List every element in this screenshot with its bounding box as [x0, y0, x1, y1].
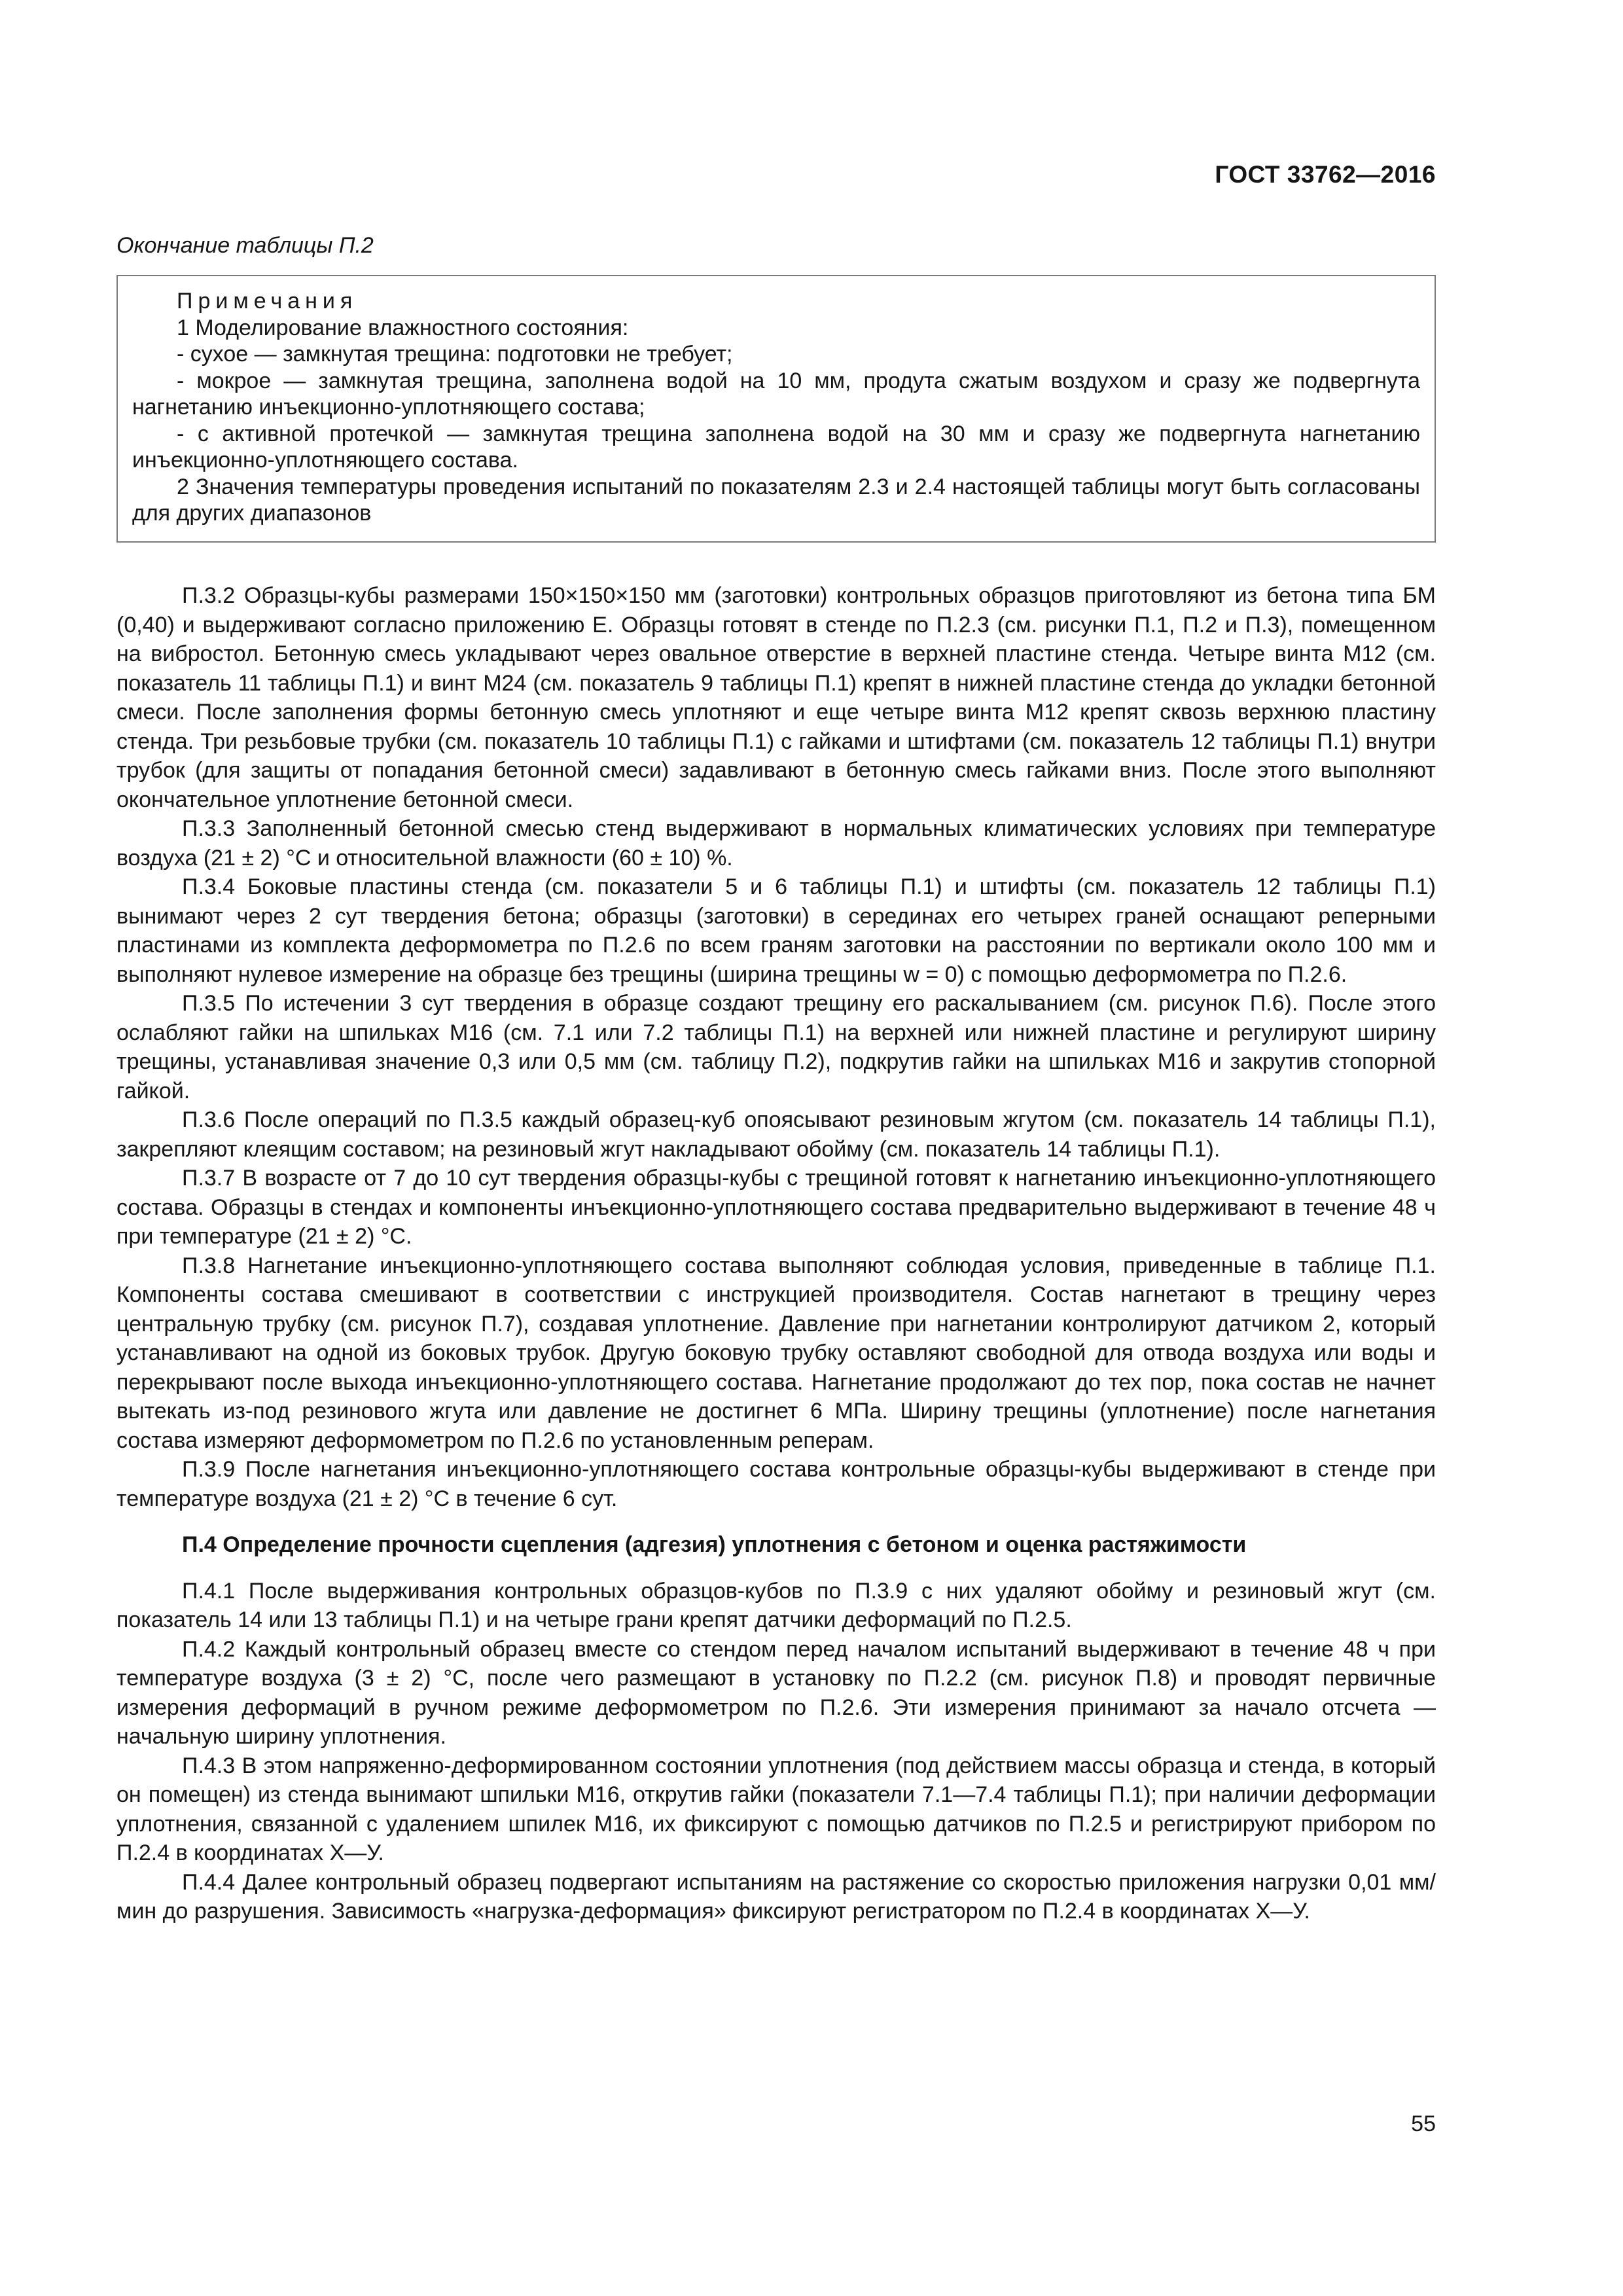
- notes-title: Примечания: [177, 289, 358, 314]
- table-continuation-caption: Окончание таблицы П.2: [116, 233, 374, 258]
- note-item: - мокрое — замкнутая трещина, заполнена водой на 10 мм, продута сжатым воздухом и сразу же подвергнута нагнетанию инъекционно-уплотняющего состава;: [132, 368, 1420, 420]
- paragraph-p3-6: П.3.6 После операций по П.3.5 каждый образец-куб опоясывают резиновым жгутом (см. показатель 14 таблицы П.1), закрепляют клеящим составом; на резиновый жгут накладывают обойму (см. показатель 14 таблицы П.1).: [116, 1107, 1436, 1162]
- paragraph-p3-5: П.3.5 По истечении 3 сут твердения в образце создают трещину его раскалыванием (см. рисунок П.6). После этого ослабляют гайки на шпильках М16 (см. 7.1 или 7.2 таблицы П.1) на верхней или нижней пластине и регулируют ширину трещины, устанавливая значение 0,3 или 0,5 мм (см. таблицу П.2), подкрутив гайки на шпильках М16 и закрутив стопорной гайкой.: [116, 991, 1436, 1103]
- paragraph-p3-8: П.3.8 Нагнетание инъекционно-уплотняющего состава выполняют соблюдая условия, приведенные в таблице П.1. Компоненты состава смешивают в соответствии с инструкцией производителя. Состав нагнетают в трещину через центральную трубку (см. рисунок П.7), создавая уплотнение. Давление при нагнетании контролируют датчиком 2, который устанавливают на одной из боковых трубок. Другую боковую трубку оставляют свободной для отвода воздуха или воды и перекрывают после выхода инъекционно-уплотняющего состава. Нагнетание продолжают до тех пор, пока состав не начнет вытекать из-под резинового жгута или давление не достигнет 6 МПа. Ширину трещины (уплотнение) после нагнетания состава измеряют деформометром по П.2.6 по установленным реперам.: [116, 1253, 1436, 1453]
- paragraph-p4-1: П.4.1 После выдерживания контрольных образцов-кубов по П.3.9 с них удаляют обойму и резиновый жгут (см. показатель 14 или 13 таблицы П.1) и на четыре грани крепят датчики деформаций по П.2.5.: [116, 1578, 1436, 1632]
- paragraph-p3-2: П.3.2 Образцы-кубы размерами 150×150×150 мм (заготовки) контрольных образцов приготовляют из бетона типа БМ (0,40) и выдерживают согласно приложению Е. Образцы готовят в стенде по П.2.3 (см. рисунки П.1, П.2 и П.3), помещенном на вибростол. Бетонную смесь укладывают через овальное отверстие в верхней пластине стенда. Четыре винта М12 (см. показатель 11 таблицы П.1) и винт М24 (см. показатель 9 таблицы П.1) крепят в нижней пластине стенда до укладки бетонной смеси. После заполнения формы бетонную смесь уплотняют и еще четыре винта М12 крепят сквозь верхнюю пластину стенда. Три резьбовые трубки (см. показатель 10 таблицы П.1) с гайками и штифтами (см. показатель 12 таблицы П.1) внутри трубок (для защиты от попадания бетонной смеси) задавливают в бетонную смесь гайками вниз. После этого выполняют окончательное уплотнение бетонной смеси.: [116, 583, 1436, 812]
- page-number: 55: [1411, 2111, 1436, 2136]
- paragraph-p3-7: П.3.7 В возрасте от 7 до 10 сут твердения образцы-кубы с трещиной готовят к нагнетанию инъекционно-уплотняющего состава. Образцы в стендах и компоненты инъекционно-уплотняющего состава предварительно выдерживают в течение 48 ч при температуре (21 ± 2) °С.: [116, 1166, 1436, 1249]
- paragraph-p3-4: П.3.4 Боковые пластины стенда (см. показатели 5 и 6 таблицы П.1) и штифты (см. показатель 12 таблицы П.1) вынимают через 2 сут твердения бетона; образцы (заготовки) в серединах его четырех граней оснащают реперными пластинами из комплекта деформометра по П.2.6 по всем граням заготовки на расстоянии по вертикали около 100 мм и выполняют нулевое измерение на образце без трещины (ширина трещины w = 0) с помощью деформометра по П.2.6.: [116, 874, 1436, 987]
- note-item: - сухое — замкнутая трещина: подготовки не требует;: [177, 342, 733, 367]
- paragraph-p3-9: П.3.9 После нагнетания инъекционно-уплотняющего состава контрольные образцы-кубы выдерживают в стенде при температуре воздуха (21 ± 2) °С в течение 6 сут.: [116, 1457, 1436, 1511]
- note-item: 2 Значения температуры проведения испытаний по показателям 2.3 и 2.4 настоящей таблицы могут быть согласованы для других диапазонов: [132, 474, 1420, 526]
- note-item: 1 Моделирование влажностного состояния:: [177, 315, 629, 340]
- document-page: [116, 0, 1436, 2296]
- section-heading-p4: П.4 Определение прочности сцепления (адгезия) уплотнения с бетоном и оценка растяжимости: [182, 1532, 1247, 1557]
- body-text: [116, 581, 1436, 1926]
- paragraph-p4-4: П.4.4 Далее контрольный образец подвергают испытаниям на растяжение со скоростью приложения нагрузки 0,01 мм/мин до разрушения. Зависимость «нагрузка-деформация» фиксируют регистратором по П.2.4 в координатах Х—У.: [116, 1869, 1436, 1924]
- note-item: - с активной протечкой — замкнутая трещина заполнена водой на 30 мм и сразу же подвергнута нагнетанию инъекционно-уплотняющего состава.: [132, 421, 1420, 473]
- paragraph-p3-3: П.3.3 Заполненный бетонной смесью стенд выдерживают в нормальных климатических условиях при температуре воздуха (21 ± 2) °С и относительной влажности (60 ± 10) %.: [116, 816, 1436, 870]
- notes-box: [116, 275, 1436, 543]
- paragraph-p4-2: П.4.2 Каждый контрольный образец вместе со стендом перед началом испытаний выдерживают в течение 48 ч при температуре воздуха (3 ± 2) °С, после чего размещают в установку по П.2.2 (см. рисунок П.8) и проводят первичные измерения деформаций в ручном режиме деформометром по П.2.6. Эти измерения принимают за начало отсчета — начальную ширину уплотнения.: [116, 1636, 1436, 1749]
- paragraph-p4-3: П.4.3 В этом напряженно-деформированном состоянии уплотнения (под действием массы образца и стенда, в который он помещен) из стенда вынимают шпильки М16, открутив гайки (показатели 7.1—7.4 таблицы П.1); при наличии деформации уплотнения, связанной с удалением шпилек М16, их фиксируют с помощью датчиков по П.2.5 и регистрируют прибором по П.2.4 в координатах Х—У.: [116, 1753, 1436, 1865]
- standard-header: ГОСТ 33762—2016: [1215, 161, 1436, 188]
